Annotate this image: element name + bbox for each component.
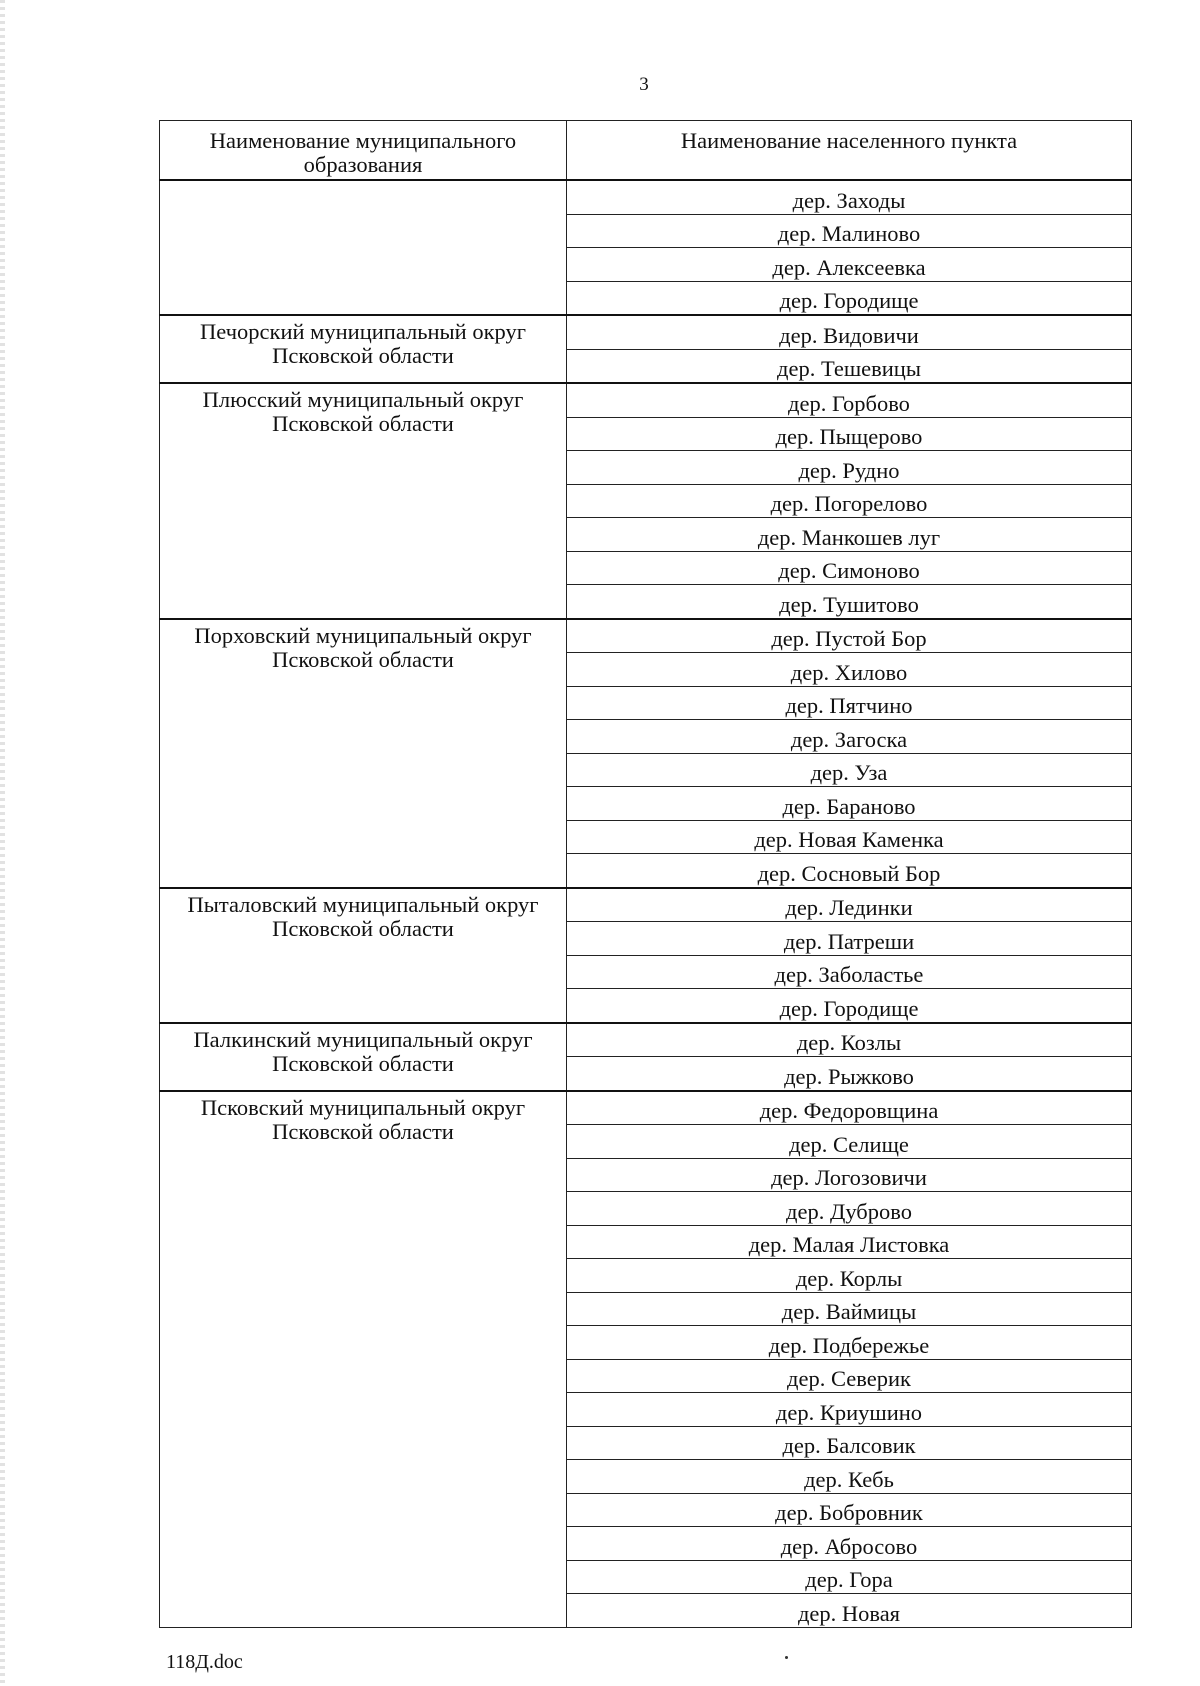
settlements-table — [159, 120, 1132, 1628]
settlement-cell: дер. Новая Каменка — [567, 820, 1132, 854]
settlement-cell: дер. Бобровник — [567, 1493, 1132, 1527]
settlement-cell: дер. Манкошев луг — [567, 518, 1132, 552]
settlement-cell: дер. Заболастье — [567, 955, 1132, 989]
settlement-cell: дер. Горбово — [567, 383, 1132, 417]
municipality-cell: Печорский муниципальный округ Псковской области — [160, 315, 567, 383]
municipality-cell: Порховский муниципальный округ Псковской области — [160, 619, 567, 888]
settlement-cell: дер. Гора — [567, 1560, 1132, 1594]
settlement-cell: дер. Загоска — [567, 720, 1132, 754]
table-row — [160, 1091, 1132, 1125]
settlement-cell: дер. Бараново — [567, 787, 1132, 821]
settlement-cell: дер. Дуброво — [567, 1192, 1132, 1226]
settlement-cell: дер. Хилово — [567, 653, 1132, 687]
table-row — [160, 180, 1132, 214]
settlement-cell: дер. Ваймицы — [567, 1292, 1132, 1326]
table-body — [160, 180, 1132, 1627]
settlement-cell: дер. Федоровщина — [567, 1091, 1132, 1125]
scan-mark — [785, 1656, 788, 1659]
settlement-cell: дер. Городище — [567, 989, 1132, 1023]
table-row — [160, 619, 1132, 653]
settlement-cell: дер. Рудно — [567, 451, 1132, 485]
settlement-cell: дер. Пыщерово — [567, 417, 1132, 451]
municipality-cell: Пыталовский муниципальный округ Псковской области — [160, 888, 567, 1023]
settlement-cell: дер. Новая — [567, 1594, 1132, 1628]
page-number: 3 — [639, 74, 649, 95]
settlement-cell: дер. Сосновый Бор — [567, 854, 1132, 888]
table-row — [160, 315, 1132, 349]
settlement-cell: дер. Уза — [567, 753, 1132, 787]
table-row — [160, 1023, 1132, 1057]
header-settlement — [567, 121, 1132, 181]
settlement-cell: дер. Пятчино — [567, 686, 1132, 720]
settlement-cell: дер. Заходы — [567, 180, 1132, 214]
settlement-cell: дер. Алексеевка — [567, 248, 1132, 282]
municipality-cell: Псковский муниципальный округ Псковской области — [160, 1091, 567, 1628]
settlement-cell: дер. Северик — [567, 1359, 1132, 1393]
settlement-cell: дер. Балсовик — [567, 1426, 1132, 1460]
settlement-cell: дер. Симоново — [567, 551, 1132, 585]
table-header-row — [160, 121, 1132, 181]
settlement-cell: дер. Рыжково — [567, 1057, 1132, 1091]
settlement-cell: дер. Логозовичи — [567, 1158, 1132, 1192]
settlement-cell: дер. Патреши — [567, 922, 1132, 956]
settlement-cell: дер. Тешевицы — [567, 349, 1132, 383]
settlement-cell: дер. Селище — [567, 1125, 1132, 1159]
settlement-cell: дер. Криушино — [567, 1393, 1132, 1427]
settlement-cell: дер. Пустой Бор — [567, 619, 1132, 653]
municipality-cell — [160, 180, 567, 315]
settlement-cell: дер. Кебь — [567, 1460, 1132, 1494]
settlement-cell: дер. Малая Листовка — [567, 1225, 1132, 1259]
table-row — [160, 888, 1132, 922]
settlement-cell: дер. Погорелово — [567, 484, 1132, 518]
municipality-cell: Плюсский муниципальный округ Псковской области — [160, 383, 567, 619]
settlement-cell: дер. Абросово — [567, 1527, 1132, 1561]
settlement-cell: дер. Малиново — [567, 214, 1132, 248]
municipality-cell: Палкинский муниципальный округ Псковской области — [160, 1023, 567, 1091]
header-municipality-label: Наименование муниципального образования — [209, 128, 517, 178]
settlement-cell: дер. Видовичи — [567, 315, 1132, 349]
settlement-cell: дер. Лединки — [567, 888, 1132, 922]
settlement-cell: дер. Подбережье — [567, 1326, 1132, 1360]
table-row — [160, 383, 1132, 417]
scan-edge — [0, 0, 5, 1686]
header-settlement-label: Наименование населенного пункта — [680, 128, 1018, 153]
footer-filename: 118Д.doc — [166, 1651, 243, 1673]
settlement-cell: дер. Корлы — [567, 1259, 1132, 1293]
settlement-cell: дер. Городище — [567, 281, 1132, 315]
settlement-cell: дер. Козлы — [567, 1023, 1132, 1057]
settlement-cell: дер. Тушитово — [567, 585, 1132, 619]
header-municipality — [160, 121, 567, 181]
